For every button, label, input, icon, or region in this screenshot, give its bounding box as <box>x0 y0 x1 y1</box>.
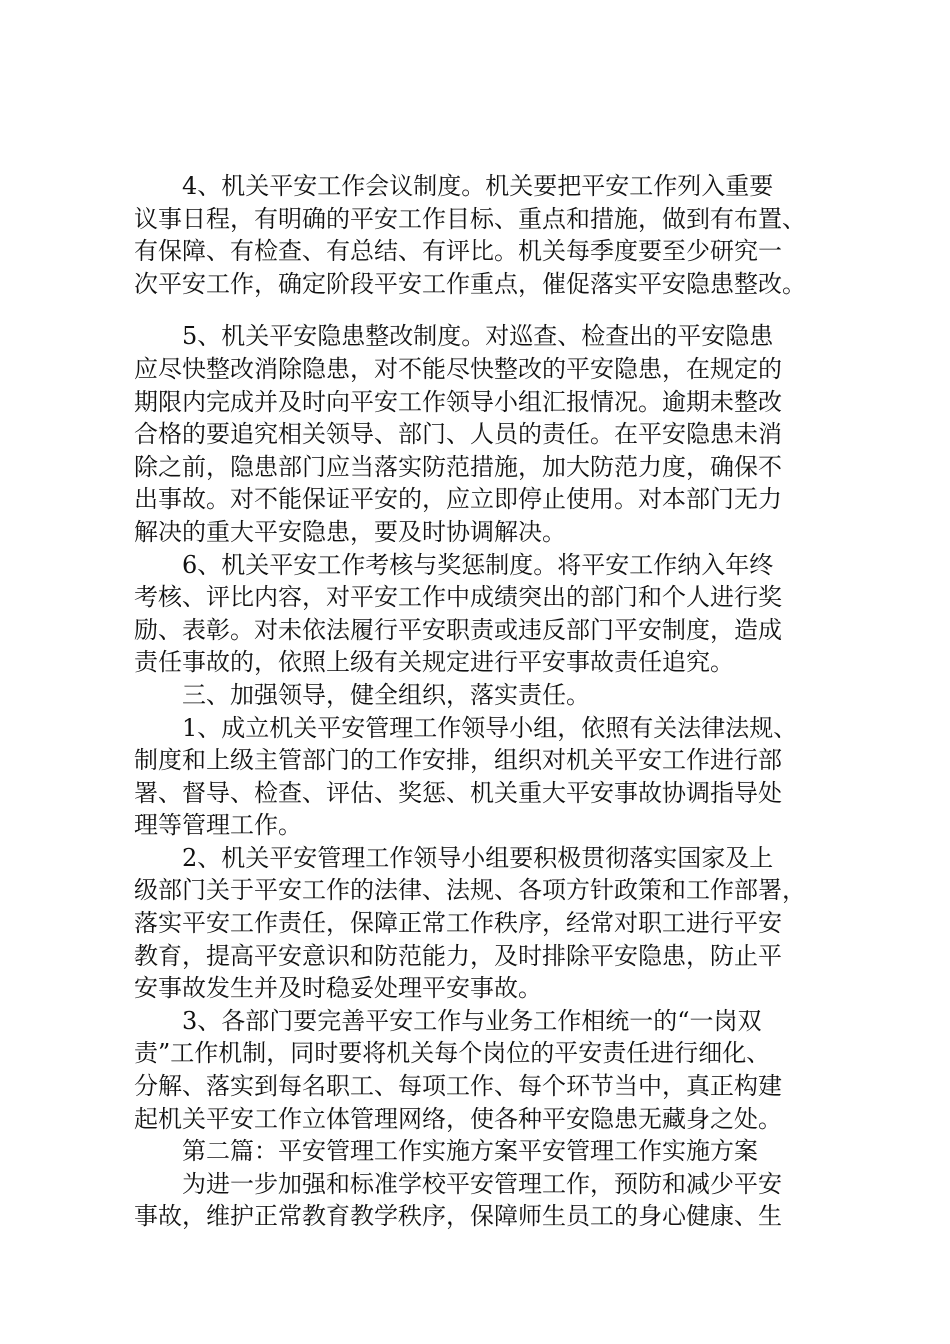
paragraph-4-line-1: 4、机关平安工作会议制度。机关要把平安工作列入重要 <box>182 172 774 200</box>
item-2-line-1: 2、机关平安管理工作领导小组要积极贯彻落实国家及上 <box>182 843 774 872</box>
chapter-two-title: 第二篇：平安管理工作实施方案平安管理工作实施方案 <box>182 1137 758 1166</box>
item-2-line-4: 教育，提高平安意识和防范能力，及时排除平安隐患，防止平 <box>134 941 782 970</box>
item-3-line-4: 起机关平安工作立体管理网络，使各种平安隐患无藏身之处。 <box>134 1104 782 1133</box>
paragraph-4-line-4: 次平安工作，确定阶段平安工作重点，催促落实平安隐患整改。 <box>134 269 806 298</box>
document-body <box>134 170 834 1233</box>
item-2-line-3: 落实平安工作责任，保障正常工作秩序，经常对职工进行平安 <box>134 909 782 938</box>
intro-line-2: 事故，维护正常教育教学秩序，保障师生员工的身心健康、生 <box>134 1202 782 1231</box>
paragraph-5-line-4: 合格的要追究相关领导、部门、人员的责任。在平安隐患未消 <box>134 420 782 449</box>
paragraph-6-line-2: 考核、评比内容，对平安工作中成绩突出的部门和个人进行奖 <box>134 583 782 612</box>
item-2-line-2: 级部门关于平安工作的法律、法规、各项方针政策和工作部署， <box>134 876 806 905</box>
intro-line-1: 为进一步加强和标准学校平安管理工作，预防和减少平安 <box>182 1169 782 1198</box>
paragraph-4-line-2: 议事日程，有明确的平安工作目标、重点和措施，做到有布置、 <box>134 204 806 233</box>
item-3-line-2: 责”工作机制，同时要将机关每个岗位的平安责任进行细化、 <box>134 1039 771 1068</box>
paragraph-gap <box>134 300 834 320</box>
paragraph-6-line-4: 责任事故的，依照上级有关规定进行平安事故责任追究。 <box>134 648 734 677</box>
paragraph-5-line-7: 解决的重大平安隐患，要及时协调解决。 <box>134 517 566 546</box>
paragraph-5-line-6: 出事故。对不能保证平安的，应立即停止使用。对本部门无力 <box>134 485 782 514</box>
section-heading-3: 三、加强领导，健全组织，落实责任。 <box>182 680 590 709</box>
paragraph-6-line-3: 励、表彰。对未依法履行平安职责或违反部门平安制度，造成 <box>134 615 782 644</box>
item-1-line-4: 理等管理工作。 <box>134 811 302 840</box>
item-2-line-5: 安事故发生并及时稳妥处理平安事故。 <box>134 974 542 1003</box>
item-3-line-1: 3、各部门要完善平安工作与业务工作相统一的“一岗双 <box>182 1006 762 1035</box>
paragraph-6-line-1: 6、机关平安工作考核与奖惩制度。将平安工作纳入年终 <box>182 550 774 579</box>
item-1-line-3: 署、督导、检查、评估、奖惩、机关重大平安事故协调指导处 <box>134 778 782 807</box>
paragraph-5-line-1: 5、机关平安隐患整改制度。对巡查、检查出的平安隐患 <box>182 322 774 351</box>
paragraph-4-line-3: 有保障、有检查、有总结、有评比。机关每季度要至少研究一 <box>134 237 782 266</box>
paragraph-5-line-3: 期限内完成并及时向平安工作领导小组汇报情况。逾期未整改 <box>134 387 782 416</box>
paragraph-5-line-5: 除之前，隐患部门应当落实防范措施，加大防范力度，确保不 <box>134 452 782 481</box>
item-1-line-1: 1、成立机关平安管理工作领导小组，依照有关法律法规、 <box>182 713 798 742</box>
paragraph-5-line-2: 应尽快整改消除隐患，对不能尽快整改的平安隐患，在规定的 <box>134 354 782 383</box>
item-1-line-2: 制度和上级主管部门的工作安排，组织对机关平安工作进行部 <box>134 746 782 775</box>
item-3-line-3: 分解、落实到每名职工、每项工作、每个环节当中，真正构建 <box>134 1072 782 1101</box>
